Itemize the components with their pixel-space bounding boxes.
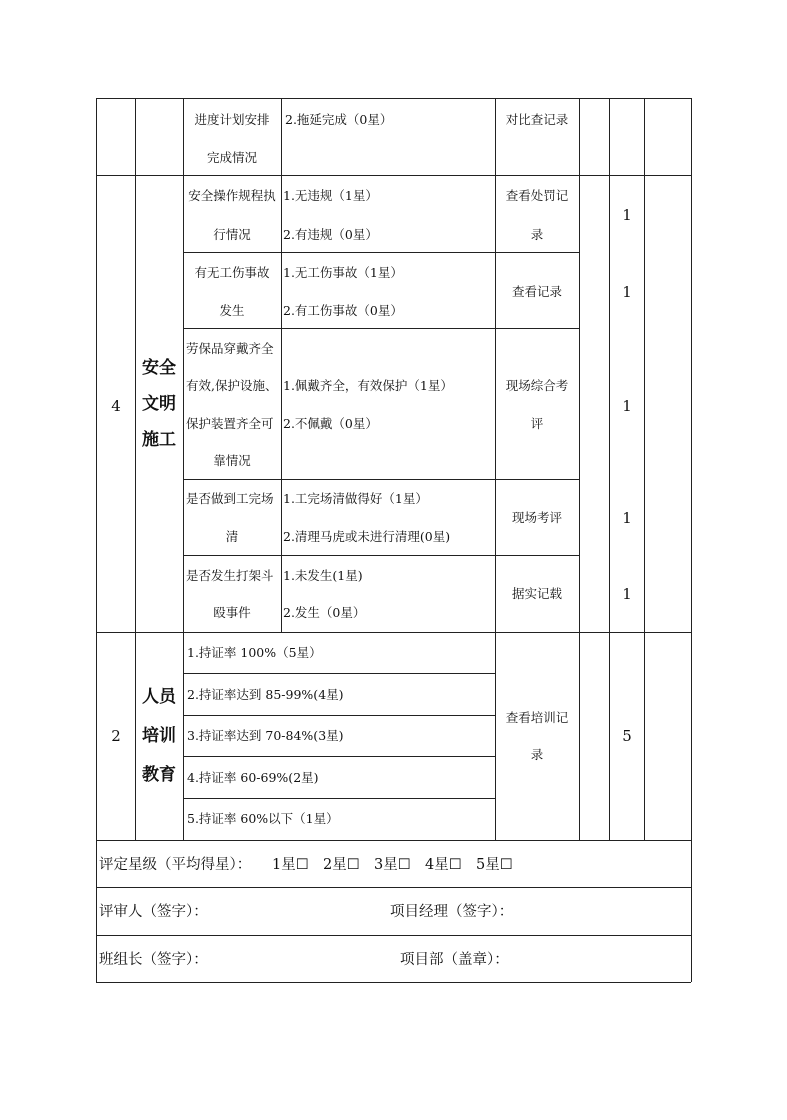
method-text: 录	[530, 227, 544, 242]
item-text: 安全操作规程执	[188, 188, 276, 203]
section-category: 人员	[142, 687, 176, 707]
item-text: 有无工伤事故	[194, 265, 270, 280]
method-text: 据实记载	[511, 586, 562, 601]
criteria-divider	[183, 798, 495, 799]
score-value: 1	[622, 397, 632, 415]
method-text: 现场考评	[511, 510, 562, 525]
rating-option: 4星☐	[425, 857, 462, 873]
border-top	[96, 98, 691, 99]
criteria-text: 1.佩戴齐全，有效保护（1星）	[283, 378, 453, 393]
method-text: 录	[530, 747, 544, 762]
col-divider	[644, 98, 645, 840]
item-text: 是否做到工完场	[186, 491, 274, 506]
criteria-text: 2.发生（0星）	[283, 605, 366, 620]
section-category: 文明	[142, 394, 176, 414]
section-category: 安全	[142, 358, 176, 378]
item-text: 保护装置齐全可	[186, 416, 274, 431]
criteria-divider	[183, 756, 495, 757]
criteria-text: 1.工完场清做得好（1星）	[283, 491, 428, 506]
col-divider	[135, 98, 136, 840]
section-index: 2	[111, 727, 121, 745]
row-divider	[96, 632, 691, 633]
item-text: 殴事件	[213, 605, 251, 620]
method-text: 查看处罚记	[505, 188, 569, 203]
criteria-text: 2.不佩戴（0星）	[283, 416, 378, 431]
criteria-text: 4.持证率 60-69%(2星)	[187, 770, 319, 785]
criteria-text: 1.无工伤事故（1星）	[283, 265, 403, 280]
row-divider	[183, 252, 579, 253]
section-index: 4	[111, 397, 121, 415]
item-text: 是否发生打架斗	[186, 568, 274, 583]
row-divider	[183, 555, 579, 556]
project-manager-signature-label: 项目经理（签字）：	[390, 904, 514, 920]
section-category: 培训	[142, 726, 176, 746]
criteria-text: 1.未发生(1星)	[283, 568, 363, 583]
item-text: 完成情况	[206, 150, 257, 165]
criteria-text: 2.拖延完成（0星）	[285, 112, 393, 127]
item-text: 进度计划安排	[194, 112, 270, 127]
row-divider	[183, 479, 579, 480]
item-text: 行情况	[213, 227, 251, 242]
item-text: 有效,保护设施、	[186, 378, 278, 393]
criteria-text: 2.有违规（0星）	[283, 227, 378, 242]
method-text: 评	[530, 416, 544, 431]
item-text: 发生	[219, 303, 245, 318]
row-divider	[96, 935, 691, 936]
col-divider	[579, 98, 580, 840]
row-divider	[183, 328, 579, 329]
row-divider	[96, 175, 691, 176]
score-value: 5	[622, 727, 632, 745]
border-left	[96, 98, 97, 982]
score-value: 1	[622, 585, 632, 603]
criteria-text: 5.持证率 60%以下（1星）	[187, 811, 339, 826]
rating-option: 2星☐	[323, 857, 360, 873]
method-text: 现场综合考	[505, 378, 569, 393]
criteria-text: 2.有工伤事故（0星）	[283, 303, 403, 318]
project-dept-seal-label: 项目部（盖章）：	[400, 952, 509, 968]
row-divider	[96, 840, 691, 841]
score-value: 1	[622, 509, 632, 527]
border-right	[691, 98, 692, 982]
col-divider	[495, 98, 496, 840]
criteria-divider	[183, 715, 495, 716]
section-category: 教育	[142, 765, 176, 785]
rating-option: 1星☐	[272, 857, 309, 873]
item-text: 劳保品穿戴齐全	[186, 341, 274, 356]
criteria-text: 1.持证率 100%（5星）	[187, 645, 322, 660]
criteria-text: 2.持证率达到 85-99%(4星)	[187, 687, 344, 702]
item-text: 靠情况	[213, 453, 251, 468]
criteria-text: 1.无违规（1星）	[283, 188, 378, 203]
team-leader-signature-label: 班组长（签字）：	[99, 952, 208, 968]
border-bottom	[96, 982, 691, 983]
rating-option: 3星☐	[374, 857, 411, 873]
row-divider	[96, 887, 691, 888]
criteria-text: 2.清理马虎或未进行清理(0星)	[283, 529, 451, 544]
rating-label: 评定星级（平均得星）：	[99, 857, 252, 873]
section-category: 施工	[142, 430, 176, 450]
method-text: 对比查记录	[505, 112, 569, 127]
col-divider	[183, 98, 184, 840]
col-divider	[281, 98, 282, 632]
criteria-divider	[183, 673, 495, 674]
score-value: 1	[622, 283, 632, 301]
criteria-text: 3.持证率达到 70-84%(3星)	[187, 728, 344, 743]
method-text: 查看培训记	[505, 710, 569, 725]
reviewer-signature-label: 评审人（签字）：	[99, 904, 208, 920]
rating-option: 5星☐	[476, 857, 513, 873]
score-value: 1	[622, 206, 632, 224]
item-text: 清	[225, 529, 239, 544]
method-text: 查看记录	[511, 284, 562, 299]
